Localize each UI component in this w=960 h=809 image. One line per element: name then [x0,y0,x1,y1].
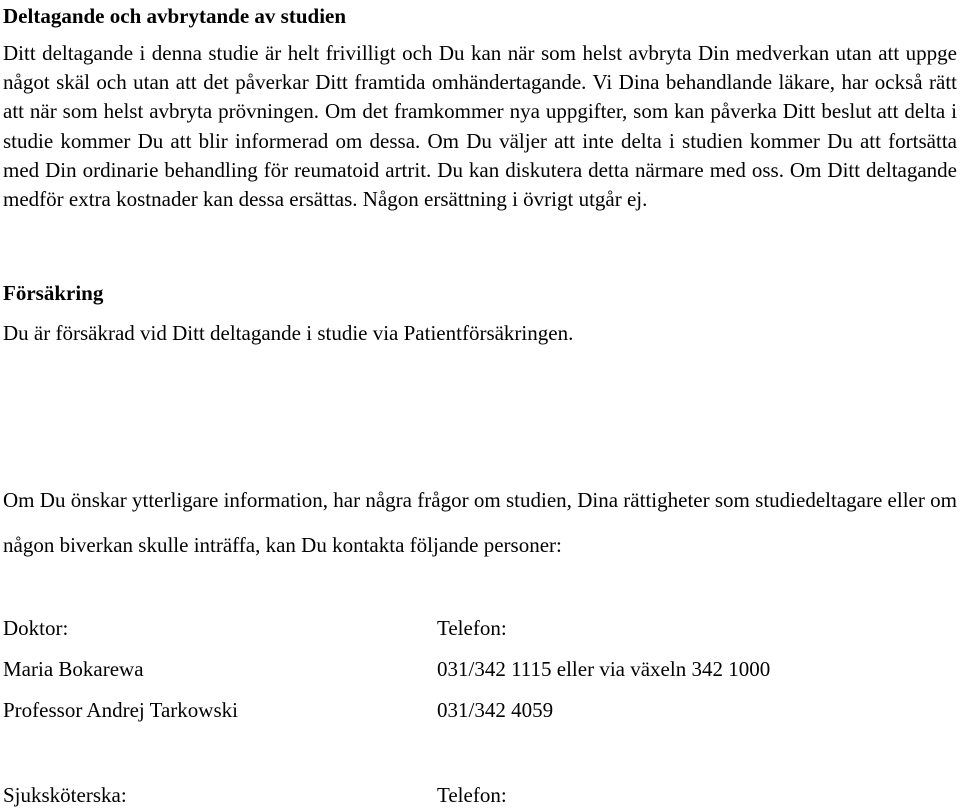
insurance-paragraph: Du är försäkrad vid Ditt deltagande i studie via Patientförsäkringen. [3,321,574,345]
doctor-phone-label: Telefon: [437,616,507,640]
doctor-name: Professor Andrej Tarkowski [3,698,238,722]
insurance-heading: Försäkring [3,281,104,305]
doctor-phone: 031/342 4059 [437,698,554,722]
participation-paragraph: Ditt deltagande i denna studie är helt frivilligt och Du kan när som helst avbryta Din medverkan utan att uppge något skäl och utan att det påverkar Ditt framtida omhändertagande. Vi Dina behandlande läkare, har också rätt att när som helst avbryta prövningen. Om det framkommer nya uppgifter, som kan påverka Ditt beslut att delta i studie kommer Du att blir informerad om dessa. Om Du väljer att inte delta i studien kommer Du att fortsätta med Din ordinarie behandling för reumatoid artrit. Du kan diskutera detta närmare med oss. Om Ditt deltagande medför extra kostnader kan dessa ersättas. Någon ersättning i övrigt utgår ej. [3,41,957,212]
doctor-phone: 031/342 1115 eller via växeln 342 1000 [437,657,771,681]
doctor-label: Doktor: [3,616,69,640]
participation-heading: Deltagande och avbrytande av studien [3,4,347,28]
nurse-label: Sjuksköterska: [3,783,127,807]
doctor-name: Maria Bokarewa [3,657,144,681]
contact-intro-paragraph: Om Du önskar ytterligare information, har några frågor om studien, Dina rättigheter som studiedeltagare eller om någon biverkan skulle inträffa, kan Du kontakta följande personer: [3,488,957,557]
nurse-phone-label: Telefon: [437,783,507,807]
